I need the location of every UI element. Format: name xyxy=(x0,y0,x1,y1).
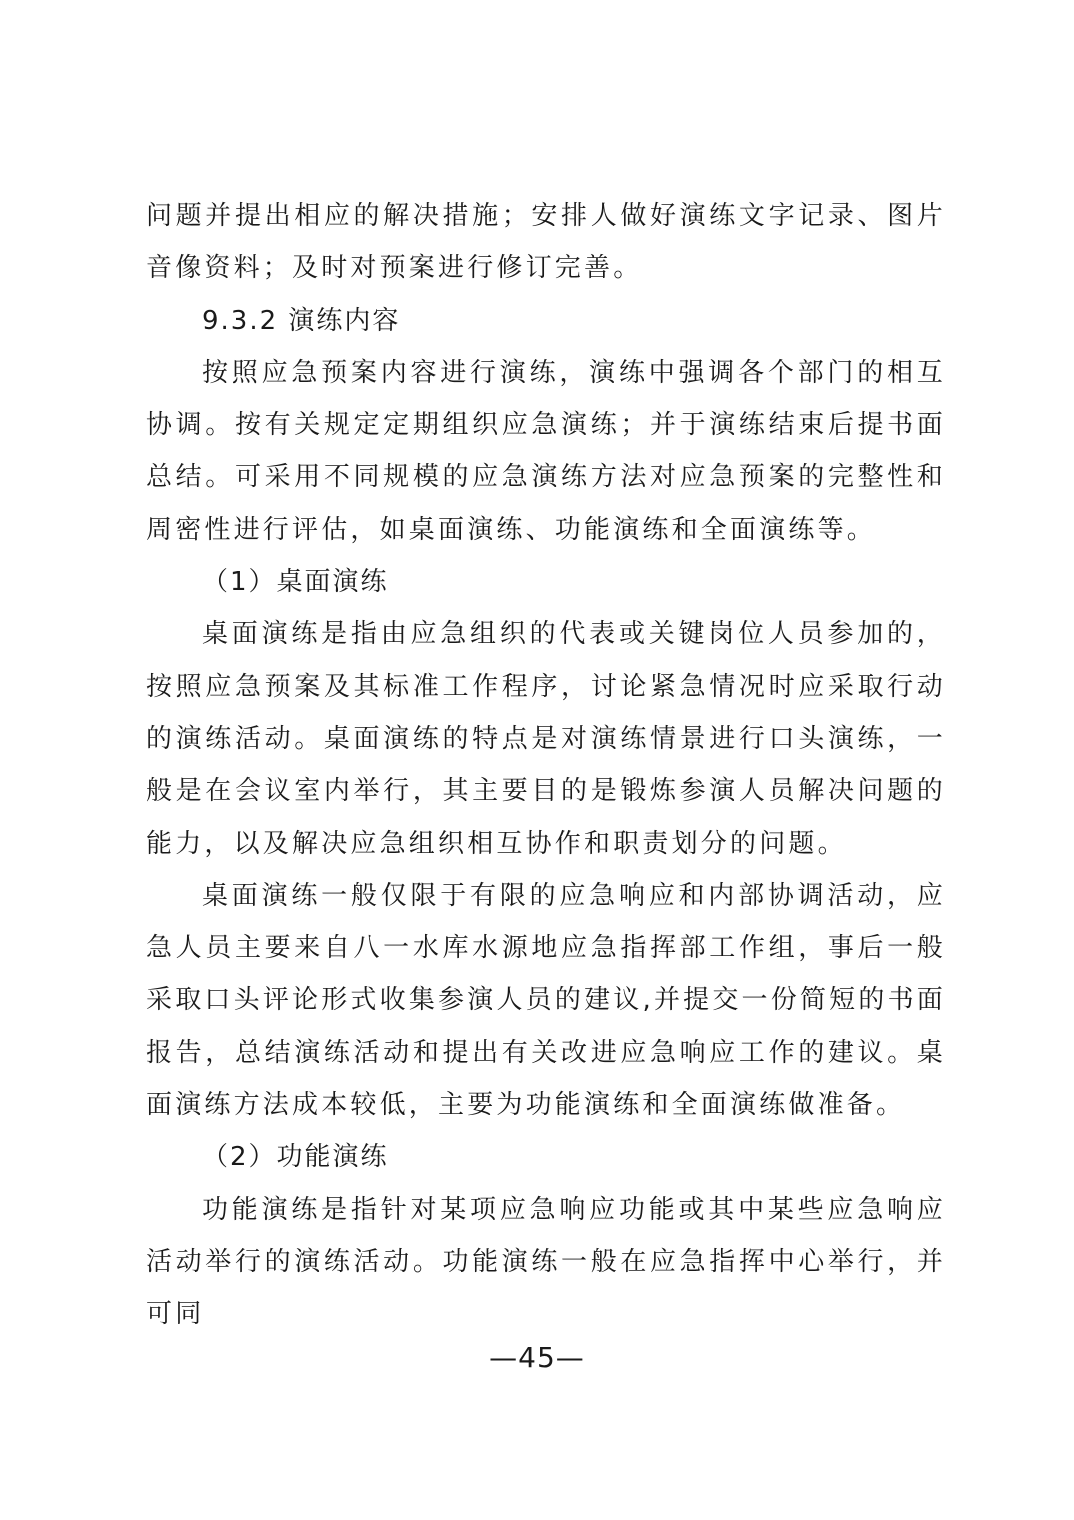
document-body xyxy=(146,190,946,1341)
continuation-paragraph: 问题并提出相应的解决措施；安排人做好演练文字记录、图片音像资料；及时对预案进行修订完善。 xyxy=(146,201,946,284)
subsection-heading-tabletop: （1）桌面演练 xyxy=(202,567,389,598)
tabletop-paragraph-2: 桌面演练一般仅限于有限的应急响应和内部协调活动，应急人员主要来自八一水库水源地应急指挥部工作组，事后一般采取口头评论形式收集参演人员的建议,并提交一份简短的书面报告，总结演练活动和提出有关改进应急响应工作的建议。桌面演练方法成本较低，主要为功能演练和全面演练做准备。 xyxy=(146,880,946,1121)
intro-paragraph: 按照应急预案内容进行演练，演练中强调各个部门的相互协调。按有关规定定期组织应急演练；并于演练结束后提书面总结。可采用不同规模的应急演练方法对应急预案的完整性和周密性进行评估，如桌面演练、功能演练和全面演练等。 xyxy=(146,357,946,545)
tabletop-paragraph-1: 桌面演练是指由应急组织的代表或关键岗位人员参加的，按照应急预案及其标准工作程序，讨论紧急情况时应采取行动的演练活动。桌面演练的特点是对演练情景进行口头演练，一般是在会议室内举行，其主要目的是锻炼参演人员解决问题的能力，以及解决应急组织相互协作和职责划分的问题。 xyxy=(146,619,946,859)
subsection-heading-functional: （2）功能演练 xyxy=(202,1142,389,1173)
page-number: —45— xyxy=(489,1341,585,1374)
section-heading: 9.3.2 演练内容 xyxy=(202,305,401,336)
functional-paragraph-1: 功能演练是指针对某项应急响应功能或其中某些应急响应活动举行的演练活动。功能演练一般在应急指挥中心举行，并可同 xyxy=(146,1194,946,1330)
